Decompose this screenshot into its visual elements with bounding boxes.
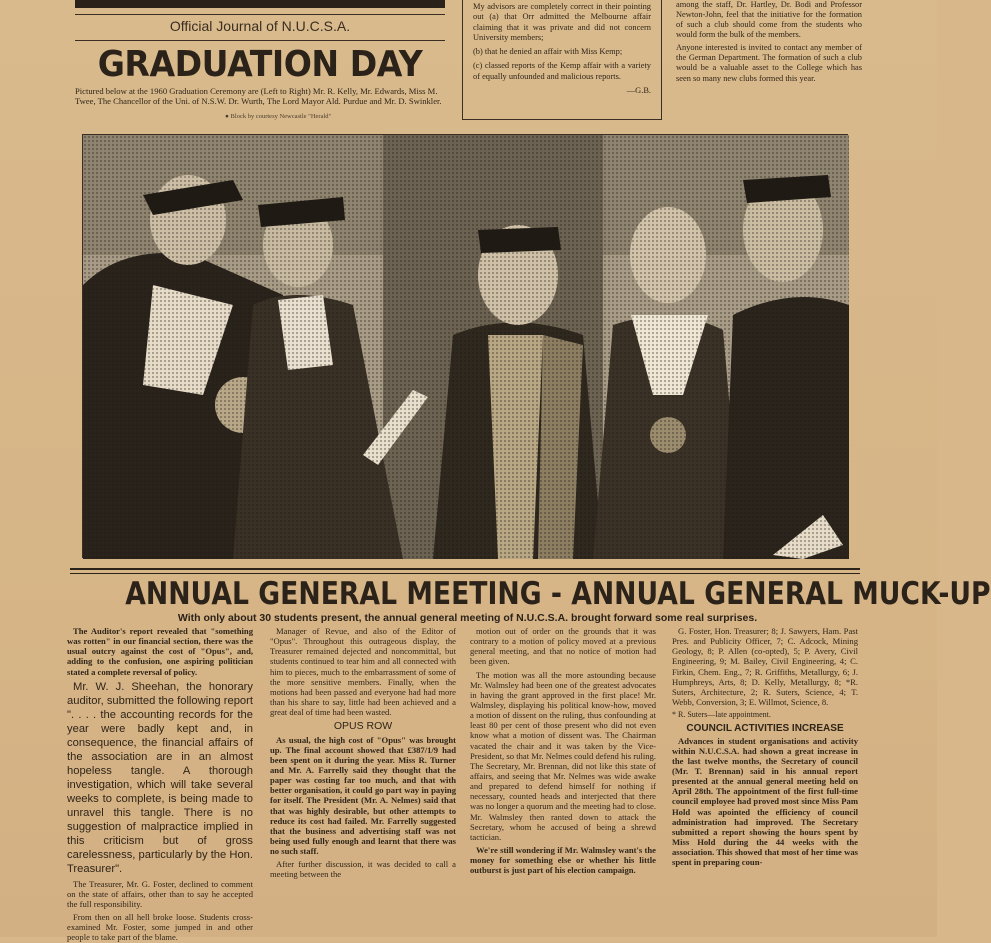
german-club-paragraph-2: Anyone interested is invited to contact any member of the German Department. The formation of such a club would be a valuable asset to the College which has seen so many new clubs formed this year.: [676, 43, 862, 83]
section-rule-bottom: [70, 573, 860, 574]
agm-col1-paragraph-2: Mr. W. J. Sheehan, the honorary auditor, submitted the following report ". . . . the accounting records for the year were badly kept and, in consequence, the financial affairs of the association are in an almost hopeless tangle. A thorough investigation, which will take several weeks to complete, is being made to unravel this tangle. There is no suggestion of malpractice implied in this criticism but of gross carelessness, particularly by the Hon. Treasurer".: [67, 680, 253, 875]
graduation-photo-image: [83, 135, 849, 559]
agm-col2-paragraph-2: As usual, the high cost of "Opus" was brought up. The final account showed that £387/1/9 had been spent on it during the year. Miss R. Turner and Mr. A. Farrelly said they thought that the paper was costing far too much, and that with better organisation, it could go part way in paying for itself. The President (Mr. A. Nelmes) said that that was highly desirable, but other attempts to reduce its cost had failed. Mr. Farrelly suggested that the business and advertising staff was not being used fully enough and learnt that there was no such staff.: [270, 734, 456, 857]
german-club-column: [676, 0, 862, 87]
journal-title: Official Journal of N.U.C.S.A.: [169, 18, 351, 34]
agm-col3-paragraph-1: motion out of order on the grounds that it was contrary to a motion of policy moved at a previous general meeting, and that no notice of motion had been given.: [470, 626, 656, 667]
agm-col2-paragraph-1: Manager of Revue, and also of the Editor of "Opus". Throughout this outrageous display, the Treasurer remained dejected and noncommittal, but students continued to tear him and all connected with him to pieces, much to the embarrassment of some of the more sensitive members. Finally, when the motions had been passed and everyone had had more than his share to say, little had been achieved and a great deal of time had been wasted.: [270, 626, 456, 718]
advisors-paragraph-c: (c) classed reports of the Kemp affair with a variety of equally unfounded and malicious reports.: [473, 61, 651, 81]
agm-col2-paragraph-3: After further discussion, it was decided to call a meeting between the: [270, 859, 456, 880]
opus-row-subhead: OPUS ROW: [333, 720, 393, 733]
agm-column-4: [672, 626, 858, 937]
advisors-paragraph-b: (b) that he denied an affair with Miss Kemp;: [473, 47, 623, 56]
advisors-letter-box: [462, 0, 662, 120]
agm-col4-paragraph-2: Advances in student organisations and activity within N.U.C.S.A. had shown a great increase in the last twelve months, the Secretary of council (Mr. T. Brennan) said in his annual report presented at the annual general meeting held on April 28th. The appointment of the first full-time council employee had proved most since Miss Pam Hold was apointed the efficiency of council administration had improved. The Secretary submitted a report showing the hours spent by Miss Hold during the 44 weeks with the association. This showed that most of her time was spent in preparing coun-: [672, 735, 858, 868]
agm-column-2: [270, 626, 456, 937]
agm-column-3: [470, 626, 656, 937]
agm-col3-paragraph-3: We're still wondering if Mr. Walmsley want's the money for something else or whether his little outburst is just part of his election campaign.: [470, 844, 656, 876]
agm-subheadline: With only about 30 students present, the annual general meeting of N.U.C.S.A. brought forward some real surprises.: [177, 612, 758, 624]
agm-col1-paragraph-3: The Treasurer, Mr. G. Foster, declined to comment on the state of affairs, other than to say he accepted the full responsibility.: [67, 878, 253, 909]
agm-col4-note: * R. Suters—late appointment.: [672, 710, 771, 720]
journal-rule: [75, 40, 445, 41]
agm-headline: ANNUAL GENERAL MEETING - ANNUAL GENERAL MUCK-UP: [125, 576, 991, 612]
section-rule-top: [70, 568, 860, 570]
advisors-paragraph-a: My advisors are completely correct in their pointing out (a) that Orr admitted the Melbourne affair claiming that it was private and did not concern University members;: [473, 2, 651, 42]
graduation-headline: GRADUATION DAY: [97, 44, 423, 85]
council-activities-subhead: COUNCIL ACTIVITIES INCREASE: [686, 722, 844, 734]
advisors-signature: —G.B.: [626, 85, 651, 95]
photo-credit: ● Block by courtesy Newcastle "Herald": [225, 113, 332, 120]
agm-column-1: [67, 626, 253, 943]
masthead-rule: [75, 14, 445, 15]
graduation-photo: [82, 134, 848, 558]
graduation-caption: Pictured below at the 1960 Graduation Ceremony are (Left to Right) Mr. R. Kelly, Mr. Edwards, Miss M. Twee, The Chancellor of the Uni. of N.S.W. Dr. Wurth, The Lord Mayor Ald. Purdue and Mr. D. Swinkler.: [75, 86, 442, 107]
agm-col4-paragraph-1: G. Foster, Hon. Treasurer; 8; J. Sawyers, Ham. Past Pres. and Publicity Officer, 7; C. Adcock, Mining Geology, 8; P. Allen (co-opted), 5; P. Avery, Civil Engineering, 9; M. Bailey, Civil Engineering, 4; C. Firkin, Chem. Eng., 7; R. Griffiths, Metallurgy, 6; J. Humphreys, Arts, 8; D. Kelly, Metallurgy, 8; *R. Suters, Architecture, 2; R. Suters, Science, 4; T. Webb, Conversion, 3; E. Willmot, Science, 8.: [672, 626, 858, 707]
german-club-paragraph-1: among the staff, Dr. Hartley, Dr. Bodi and Professor Newton-John, feel that the initiative for the formation of such a club should come from the students who would form the bulk of the members.: [676, 0, 862, 40]
agm-col1-paragraph-1: The Auditor's report revealed that "something was rotten" in our financial section, there was the usual outcry against the cost of "Opus", and, adding to the confusion, one aspiring politician stated a complete reversal of policy.: [67, 626, 253, 677]
agm-col3-paragraph-2: The motion was all the more astounding because Mr. Walmsley had been one of the greatest advocates in having the grant approved in the first place! Mr. Walmsley, displaying his political know-how, moved a motion of dissent on the ruling, thus confounding at least 80 per cent of those present who did not even know what a motion of dissent was. The Chairman vacated the chair and it was taken by the Vice-President, so that Mr. Nelmes could defend his ruling. The Secretary, Mr. Brennan, did not like this state of affairs, and seeing that Mr. Nelmes was wide awake and prepared to defend himself for nothing if necessary, counted heads and interjected that there was no longer a quorum and the meeting had to close. Mr. Walmsley then ranted down to attack the Secretary, whom he accused of being a shrewd tactician.: [470, 669, 656, 842]
masthead-bar: [75, 0, 445, 8]
agm-col1-paragraph-4: From then on all hell broke loose. Students cross-examined Mr. Foster, some jumped in and other people to take part of the blame.: [67, 912, 253, 943]
